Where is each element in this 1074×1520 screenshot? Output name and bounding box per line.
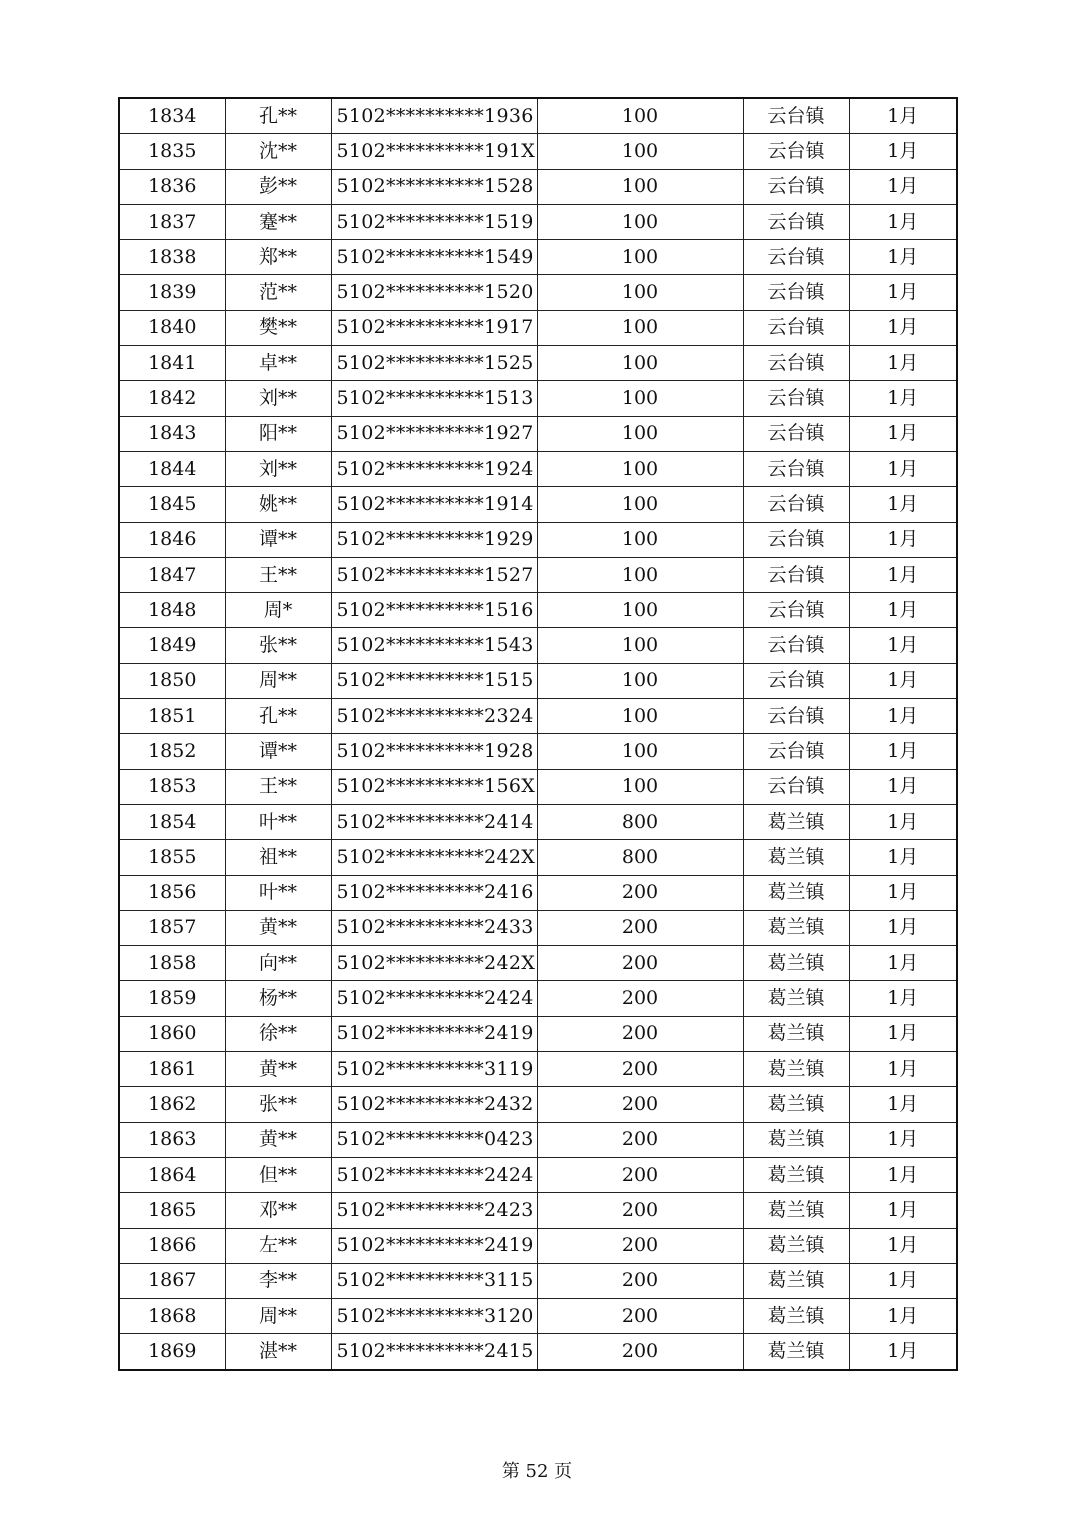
id-number-cell: 5102**********2419 bbox=[331, 1016, 537, 1051]
table-row bbox=[119, 910, 957, 945]
name-cell: 左** bbox=[225, 1228, 331, 1263]
name-cell: 阳** bbox=[225, 416, 331, 451]
table-row bbox=[119, 204, 957, 239]
id-number-cell: 5102**********1936 bbox=[331, 98, 537, 134]
month-cell: 1月 bbox=[849, 240, 957, 275]
name-cell: 杨** bbox=[225, 981, 331, 1016]
table-row bbox=[119, 1228, 957, 1263]
id-number-cell: 5102**********1528 bbox=[331, 169, 537, 204]
amount-cell: 200 bbox=[537, 1122, 743, 1157]
name-cell: 周** bbox=[225, 1299, 331, 1334]
town-cell: 云台镇 bbox=[743, 522, 849, 557]
amount-cell: 100 bbox=[537, 769, 743, 804]
amount-cell: 100 bbox=[537, 346, 743, 381]
table-row bbox=[119, 1334, 957, 1370]
name-cell: 叶** bbox=[225, 875, 331, 910]
month-cell: 1月 bbox=[849, 1157, 957, 1192]
table-row bbox=[119, 451, 957, 486]
amount-cell: 100 bbox=[537, 134, 743, 169]
id-number-cell: 5102**********2433 bbox=[331, 910, 537, 945]
town-cell: 云台镇 bbox=[743, 169, 849, 204]
amount-cell: 200 bbox=[537, 1052, 743, 1087]
town-cell: 云台镇 bbox=[743, 663, 849, 698]
month-cell: 1月 bbox=[849, 310, 957, 345]
town-cell: 云台镇 bbox=[743, 346, 849, 381]
month-cell: 1月 bbox=[849, 699, 957, 734]
town-cell: 云台镇 bbox=[743, 628, 849, 663]
serial-number-cell: 1850 bbox=[119, 663, 225, 698]
table-row bbox=[119, 240, 957, 275]
amount-cell: 100 bbox=[537, 169, 743, 204]
month-cell: 1月 bbox=[849, 1122, 957, 1157]
town-cell: 葛兰镇 bbox=[743, 1299, 849, 1334]
name-cell: 叶** bbox=[225, 804, 331, 839]
amount-cell: 200 bbox=[537, 1334, 743, 1370]
id-number-cell: 5102**********1928 bbox=[331, 734, 537, 769]
serial-number-cell: 1842 bbox=[119, 381, 225, 416]
town-cell: 葛兰镇 bbox=[743, 1016, 849, 1051]
amount-cell: 200 bbox=[537, 1263, 743, 1298]
month-cell: 1月 bbox=[849, 734, 957, 769]
name-cell: 谭** bbox=[225, 734, 331, 769]
id-number-cell: 5102**********1525 bbox=[331, 346, 537, 381]
name-cell: 张** bbox=[225, 1087, 331, 1122]
amount-cell: 200 bbox=[537, 910, 743, 945]
id-number-cell: 5102**********1515 bbox=[331, 663, 537, 698]
amount-cell: 100 bbox=[537, 451, 743, 486]
serial-number-cell: 1869 bbox=[119, 1334, 225, 1370]
town-cell: 云台镇 bbox=[743, 240, 849, 275]
id-number-cell: 5102**********156X bbox=[331, 769, 537, 804]
name-cell: 周** bbox=[225, 663, 331, 698]
id-number-cell: 5102**********1520 bbox=[331, 275, 537, 310]
month-cell: 1月 bbox=[849, 769, 957, 804]
month-cell: 1月 bbox=[849, 557, 957, 592]
amount-cell: 200 bbox=[537, 981, 743, 1016]
month-cell: 1月 bbox=[849, 981, 957, 1016]
serial-number-cell: 1848 bbox=[119, 593, 225, 628]
serial-number-cell: 1856 bbox=[119, 875, 225, 910]
amount-cell: 100 bbox=[537, 275, 743, 310]
id-number-cell: 5102**********2424 bbox=[331, 1157, 537, 1192]
town-cell: 葛兰镇 bbox=[743, 981, 849, 1016]
amount-cell: 100 bbox=[537, 734, 743, 769]
serial-number-cell: 1859 bbox=[119, 981, 225, 1016]
name-cell: 姚** bbox=[225, 487, 331, 522]
serial-number-cell: 1851 bbox=[119, 699, 225, 734]
town-cell: 云台镇 bbox=[743, 134, 849, 169]
name-cell: 孔** bbox=[225, 98, 331, 134]
table-row bbox=[119, 1122, 957, 1157]
serial-number-cell: 1839 bbox=[119, 275, 225, 310]
name-cell: 刘** bbox=[225, 381, 331, 416]
id-number-cell: 5102**********0423 bbox=[331, 1122, 537, 1157]
month-cell: 1月 bbox=[849, 487, 957, 522]
amount-cell: 100 bbox=[537, 240, 743, 275]
town-cell: 葛兰镇 bbox=[743, 1193, 849, 1228]
name-cell: 谭** bbox=[225, 522, 331, 557]
month-cell: 1月 bbox=[849, 451, 957, 486]
id-number-cell: 5102**********1543 bbox=[331, 628, 537, 663]
amount-cell: 200 bbox=[537, 1228, 743, 1263]
town-cell: 云台镇 bbox=[743, 275, 849, 310]
month-cell: 1月 bbox=[849, 169, 957, 204]
table-row bbox=[119, 946, 957, 981]
month-cell: 1月 bbox=[849, 98, 957, 134]
serial-number-cell: 1854 bbox=[119, 804, 225, 839]
serial-number-cell: 1853 bbox=[119, 769, 225, 804]
table-row bbox=[119, 169, 957, 204]
amount-cell: 100 bbox=[537, 204, 743, 239]
month-cell: 1月 bbox=[849, 663, 957, 698]
table-row bbox=[119, 628, 957, 663]
month-cell: 1月 bbox=[849, 840, 957, 875]
amount-cell: 100 bbox=[537, 628, 743, 663]
name-cell: 沈** bbox=[225, 134, 331, 169]
id-number-cell: 5102**********1513 bbox=[331, 381, 537, 416]
table-row bbox=[119, 1193, 957, 1228]
serial-number-cell: 1863 bbox=[119, 1122, 225, 1157]
id-number-cell: 5102**********1516 bbox=[331, 593, 537, 628]
id-number-cell: 5102**********3115 bbox=[331, 1263, 537, 1298]
serial-number-cell: 1855 bbox=[119, 840, 225, 875]
town-cell: 葛兰镇 bbox=[743, 1122, 849, 1157]
town-cell: 葛兰镇 bbox=[743, 875, 849, 910]
month-cell: 1月 bbox=[849, 346, 957, 381]
table-row bbox=[119, 804, 957, 839]
name-cell: 但** bbox=[225, 1157, 331, 1192]
name-cell: 祖** bbox=[225, 840, 331, 875]
id-number-cell: 5102**********1549 bbox=[331, 240, 537, 275]
serial-number-cell: 1860 bbox=[119, 1016, 225, 1051]
month-cell: 1月 bbox=[849, 416, 957, 451]
amount-cell: 100 bbox=[537, 522, 743, 557]
id-number-cell: 5102**********3119 bbox=[331, 1052, 537, 1087]
month-cell: 1月 bbox=[849, 946, 957, 981]
town-cell: 葛兰镇 bbox=[743, 910, 849, 945]
town-cell: 葛兰镇 bbox=[743, 804, 849, 839]
month-cell: 1月 bbox=[849, 1228, 957, 1263]
id-number-cell: 5102**********1924 bbox=[331, 451, 537, 486]
amount-cell: 800 bbox=[537, 840, 743, 875]
id-number-cell: 5102**********2414 bbox=[331, 804, 537, 839]
month-cell: 1月 bbox=[849, 593, 957, 628]
serial-number-cell: 1866 bbox=[119, 1228, 225, 1263]
month-cell: 1月 bbox=[849, 1193, 957, 1228]
amount-cell: 100 bbox=[537, 98, 743, 134]
amount-cell: 200 bbox=[537, 875, 743, 910]
name-cell: 黄** bbox=[225, 1122, 331, 1157]
name-cell: 湛** bbox=[225, 1334, 331, 1370]
table-row bbox=[119, 1157, 957, 1192]
town-cell: 葛兰镇 bbox=[743, 1157, 849, 1192]
id-number-cell: 5102**********242X bbox=[331, 946, 537, 981]
name-cell: 范** bbox=[225, 275, 331, 310]
serial-number-cell: 1847 bbox=[119, 557, 225, 592]
amount-cell: 100 bbox=[537, 699, 743, 734]
table-row bbox=[119, 522, 957, 557]
name-cell: 王** bbox=[225, 769, 331, 804]
serial-number-cell: 1838 bbox=[119, 240, 225, 275]
name-cell: 向** bbox=[225, 946, 331, 981]
month-cell: 1月 bbox=[849, 204, 957, 239]
name-cell: 张** bbox=[225, 628, 331, 663]
amount-cell: 200 bbox=[537, 1193, 743, 1228]
month-cell: 1月 bbox=[849, 1087, 957, 1122]
table-row bbox=[119, 346, 957, 381]
month-cell: 1月 bbox=[849, 910, 957, 945]
town-cell: 葛兰镇 bbox=[743, 1263, 849, 1298]
town-cell: 云台镇 bbox=[743, 451, 849, 486]
table-row bbox=[119, 557, 957, 592]
id-number-cell: 5102**********191X bbox=[331, 134, 537, 169]
table-row bbox=[119, 1299, 957, 1334]
month-cell: 1月 bbox=[849, 1016, 957, 1051]
table-row bbox=[119, 699, 957, 734]
town-cell: 葛兰镇 bbox=[743, 1334, 849, 1370]
table-row bbox=[119, 487, 957, 522]
name-cell: 彭** bbox=[225, 169, 331, 204]
id-number-cell: 5102**********1527 bbox=[331, 557, 537, 592]
amount-cell: 100 bbox=[537, 416, 743, 451]
id-number-cell: 5102**********1519 bbox=[331, 204, 537, 239]
records-table-body bbox=[119, 98, 957, 1370]
id-number-cell: 5102**********3120 bbox=[331, 1299, 537, 1334]
table-row bbox=[119, 1052, 957, 1087]
serial-number-cell: 1867 bbox=[119, 1263, 225, 1298]
serial-number-cell: 1857 bbox=[119, 910, 225, 945]
amount-cell: 200 bbox=[537, 1157, 743, 1192]
serial-number-cell: 1840 bbox=[119, 310, 225, 345]
id-number-cell: 5102**********2423 bbox=[331, 1193, 537, 1228]
month-cell: 1月 bbox=[849, 804, 957, 839]
id-number-cell: 5102**********1929 bbox=[331, 522, 537, 557]
amount-cell: 100 bbox=[537, 381, 743, 416]
month-cell: 1月 bbox=[849, 134, 957, 169]
town-cell: 葛兰镇 bbox=[743, 946, 849, 981]
town-cell: 云台镇 bbox=[743, 310, 849, 345]
serial-number-cell: 1865 bbox=[119, 1193, 225, 1228]
id-number-cell: 5102**********2416 bbox=[331, 875, 537, 910]
id-number-cell: 5102**********242X bbox=[331, 840, 537, 875]
table-row bbox=[119, 416, 957, 451]
serial-number-cell: 1861 bbox=[119, 1052, 225, 1087]
serial-number-cell: 1846 bbox=[119, 522, 225, 557]
serial-number-cell: 1844 bbox=[119, 451, 225, 486]
amount-cell: 200 bbox=[537, 946, 743, 981]
name-cell: 王** bbox=[225, 557, 331, 592]
serial-number-cell: 1843 bbox=[119, 416, 225, 451]
id-number-cell: 5102**********2424 bbox=[331, 981, 537, 1016]
id-number-cell: 5102**********2415 bbox=[331, 1334, 537, 1370]
name-cell: 徐** bbox=[225, 1016, 331, 1051]
name-cell: 蹇** bbox=[225, 204, 331, 239]
table-row bbox=[119, 98, 957, 134]
amount-cell: 200 bbox=[537, 1016, 743, 1051]
id-number-cell: 5102**********1917 bbox=[331, 310, 537, 345]
page-number: 第 52 页 bbox=[501, 1461, 573, 1482]
serial-number-cell: 1852 bbox=[119, 734, 225, 769]
serial-number-cell: 1841 bbox=[119, 346, 225, 381]
month-cell: 1月 bbox=[849, 1334, 957, 1370]
serial-number-cell: 1849 bbox=[119, 628, 225, 663]
month-cell: 1月 bbox=[849, 275, 957, 310]
id-number-cell: 5102**********2324 bbox=[331, 699, 537, 734]
amount-cell: 200 bbox=[537, 1299, 743, 1334]
town-cell: 云台镇 bbox=[743, 204, 849, 239]
town-cell: 云台镇 bbox=[743, 416, 849, 451]
table-row bbox=[119, 1016, 957, 1051]
name-cell: 郑** bbox=[225, 240, 331, 275]
table-row bbox=[119, 981, 957, 1016]
town-cell: 葛兰镇 bbox=[743, 840, 849, 875]
name-cell: 孔** bbox=[225, 699, 331, 734]
table-row bbox=[119, 310, 957, 345]
serial-number-cell: 1858 bbox=[119, 946, 225, 981]
table-row bbox=[119, 275, 957, 310]
table-row bbox=[119, 875, 957, 910]
town-cell: 葛兰镇 bbox=[743, 1052, 849, 1087]
name-cell: 樊** bbox=[225, 310, 331, 345]
month-cell: 1月 bbox=[849, 1299, 957, 1334]
month-cell: 1月 bbox=[849, 1263, 957, 1298]
id-number-cell: 5102**********2419 bbox=[331, 1228, 537, 1263]
month-cell: 1月 bbox=[849, 381, 957, 416]
amount-cell: 100 bbox=[537, 663, 743, 698]
amount-cell: 100 bbox=[537, 310, 743, 345]
amount-cell: 200 bbox=[537, 1087, 743, 1122]
table-row bbox=[119, 134, 957, 169]
amount-cell: 100 bbox=[537, 593, 743, 628]
amount-cell: 100 bbox=[537, 557, 743, 592]
table-row bbox=[119, 381, 957, 416]
town-cell: 云台镇 bbox=[743, 381, 849, 416]
town-cell: 云台镇 bbox=[743, 557, 849, 592]
town-cell: 云台镇 bbox=[743, 699, 849, 734]
serial-number-cell: 1868 bbox=[119, 1299, 225, 1334]
serial-number-cell: 1862 bbox=[119, 1087, 225, 1122]
name-cell: 刘** bbox=[225, 451, 331, 486]
name-cell: 周* bbox=[225, 593, 331, 628]
month-cell: 1月 bbox=[849, 1052, 957, 1087]
name-cell: 卓** bbox=[225, 346, 331, 381]
town-cell: 云台镇 bbox=[743, 487, 849, 522]
town-cell: 云台镇 bbox=[743, 769, 849, 804]
town-cell: 云台镇 bbox=[743, 734, 849, 769]
serial-number-cell: 1845 bbox=[119, 487, 225, 522]
name-cell: 黄** bbox=[225, 1052, 331, 1087]
town-cell: 云台镇 bbox=[743, 593, 849, 628]
town-cell: 葛兰镇 bbox=[743, 1087, 849, 1122]
amount-cell: 100 bbox=[537, 487, 743, 522]
name-cell: 邓** bbox=[225, 1193, 331, 1228]
id-number-cell: 5102**********1914 bbox=[331, 487, 537, 522]
table-row bbox=[119, 734, 957, 769]
table-row bbox=[119, 840, 957, 875]
town-cell: 云台镇 bbox=[743, 98, 849, 134]
id-number-cell: 5102**********1927 bbox=[331, 416, 537, 451]
name-cell: 黄** bbox=[225, 910, 331, 945]
town-cell: 葛兰镇 bbox=[743, 1228, 849, 1263]
month-cell: 1月 bbox=[849, 875, 957, 910]
table-row bbox=[119, 769, 957, 804]
serial-number-cell: 1837 bbox=[119, 204, 225, 239]
serial-number-cell: 1864 bbox=[119, 1157, 225, 1192]
month-cell: 1月 bbox=[849, 522, 957, 557]
month-cell: 1月 bbox=[849, 628, 957, 663]
serial-number-cell: 1836 bbox=[119, 169, 225, 204]
table-row bbox=[119, 1087, 957, 1122]
amount-cell: 800 bbox=[537, 804, 743, 839]
records-table bbox=[118, 97, 958, 1371]
name-cell: 李** bbox=[225, 1263, 331, 1298]
id-number-cell: 5102**********2432 bbox=[331, 1087, 537, 1122]
serial-number-cell: 1835 bbox=[119, 134, 225, 169]
table-row bbox=[119, 663, 957, 698]
table-row bbox=[119, 1263, 957, 1298]
table-row bbox=[119, 593, 957, 628]
serial-number-cell: 1834 bbox=[119, 98, 225, 134]
